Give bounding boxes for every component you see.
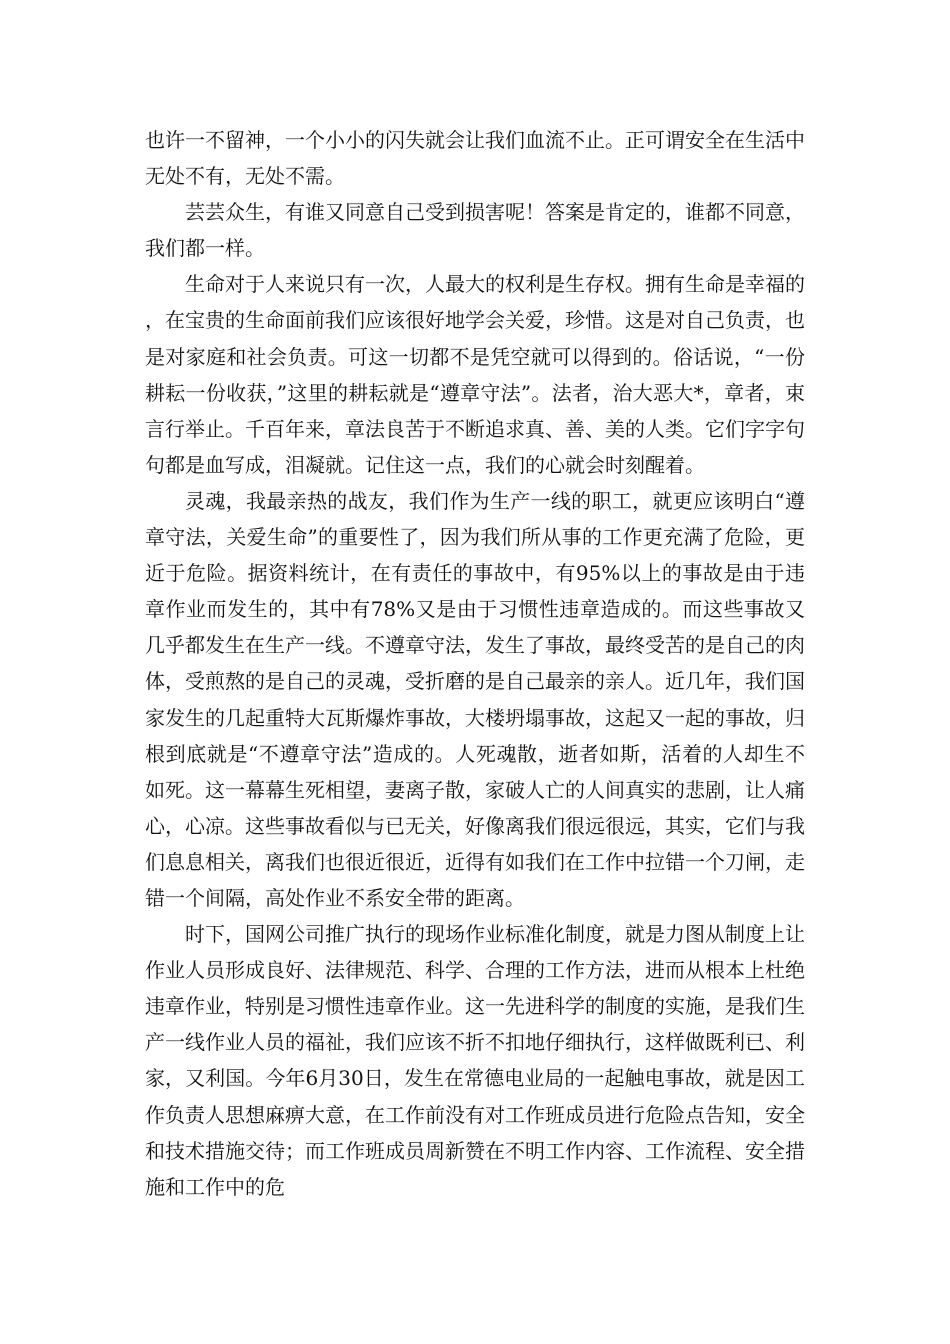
- paragraph-5: 时下，国网公司推广执行的现场作业标准化制度，就是力图从制度上让作业人员形成良好、法律规范、科学、合理的工作方法，进而从根本上杜绝违章作业，特别是习惯性违章作业。这一先进科学的制度的实施，是我们生产一线作业人员的福祉，我们应该不折不扣地仔细执行，这样做既利已、利家，又利国。今年6月30日，发生在常德电业局的一起触电事故，就是因工作负责人思想麻痹大意，在工作前没有对工作班成员进行危险点告知，安全和技术措施交待；而工作班成员周新赞在不明工作内容、工作流程、安全措施和工作中的危: [145, 922, 805, 1199]
- paragraph-2: 芸芸众生，有谁又同意自己受到损害呢！答案是肯定的，谁都不同意，我们都一样。: [145, 200, 805, 261]
- paragraph-1: 也许一不留神，一个小小的闪失就会让我们血流不止。正可谓安全在生活中无处不有，无处不需。: [145, 128, 805, 189]
- paragraph-3: 生命对于人来说只有一次，人最大的权利是生存权。拥有生命是幸福的，在宝贵的生命面前我们应该很好地学会关爱，珍惜。这是对自己负责，也是对家庭和社会负责。可这一切都不是凭空就可以得到的。俗话说，“一份耕耘一份收获，”这里的耕耘就是“遵章守法”。法者，治大恶大*，章者，束言行举止。千百年来，章法良苦于不断追求真、善、美的人类。它们字字句句都是血写成，泪凝就。记住这一点，我们的心就会时刻醒着。: [145, 272, 805, 477]
- paragraph-4: 灵魂，我最亲热的战友，我们作为生产一线的职工，就更应该明白“遵章守法，关爱生命”的重要性了，因为我们所从事的工作更充满了危险，更近于危险。据资料统计，在有责任的事故中，有95%以上的事故是由于违章作业而发生的，其中有78%又是由于习惯性违章造成的。而这些事故又几乎都发生在生产一线。不遵章守法，发生了事故，最终受苦的是自己的肉体，受煎熬的是自己的灵魂，受折磨的是自己最亲的亲人。近几年，我们国家发生的几起重特大瓦斯爆炸事故，大楼坍塌事故，这起又一起的事故，归根到底就是“不遵章守法”造成的。人死魂散，逝者如斯，活着的人却生不如死。这一幕幕生死相望，妻离子散，家破人亡的人间真实的悲剧，让人痛心，心凉。这些事故看似与已无关，好像离我们很远很远，其实，它们与我们息息相关，离我们也很近很近，近得有如我们在工作中拉错一个刀闸，走错一个间隔，高处作业不系安全带的距离。: [145, 488, 805, 910]
- document-page: [145, 122, 805, 1205]
